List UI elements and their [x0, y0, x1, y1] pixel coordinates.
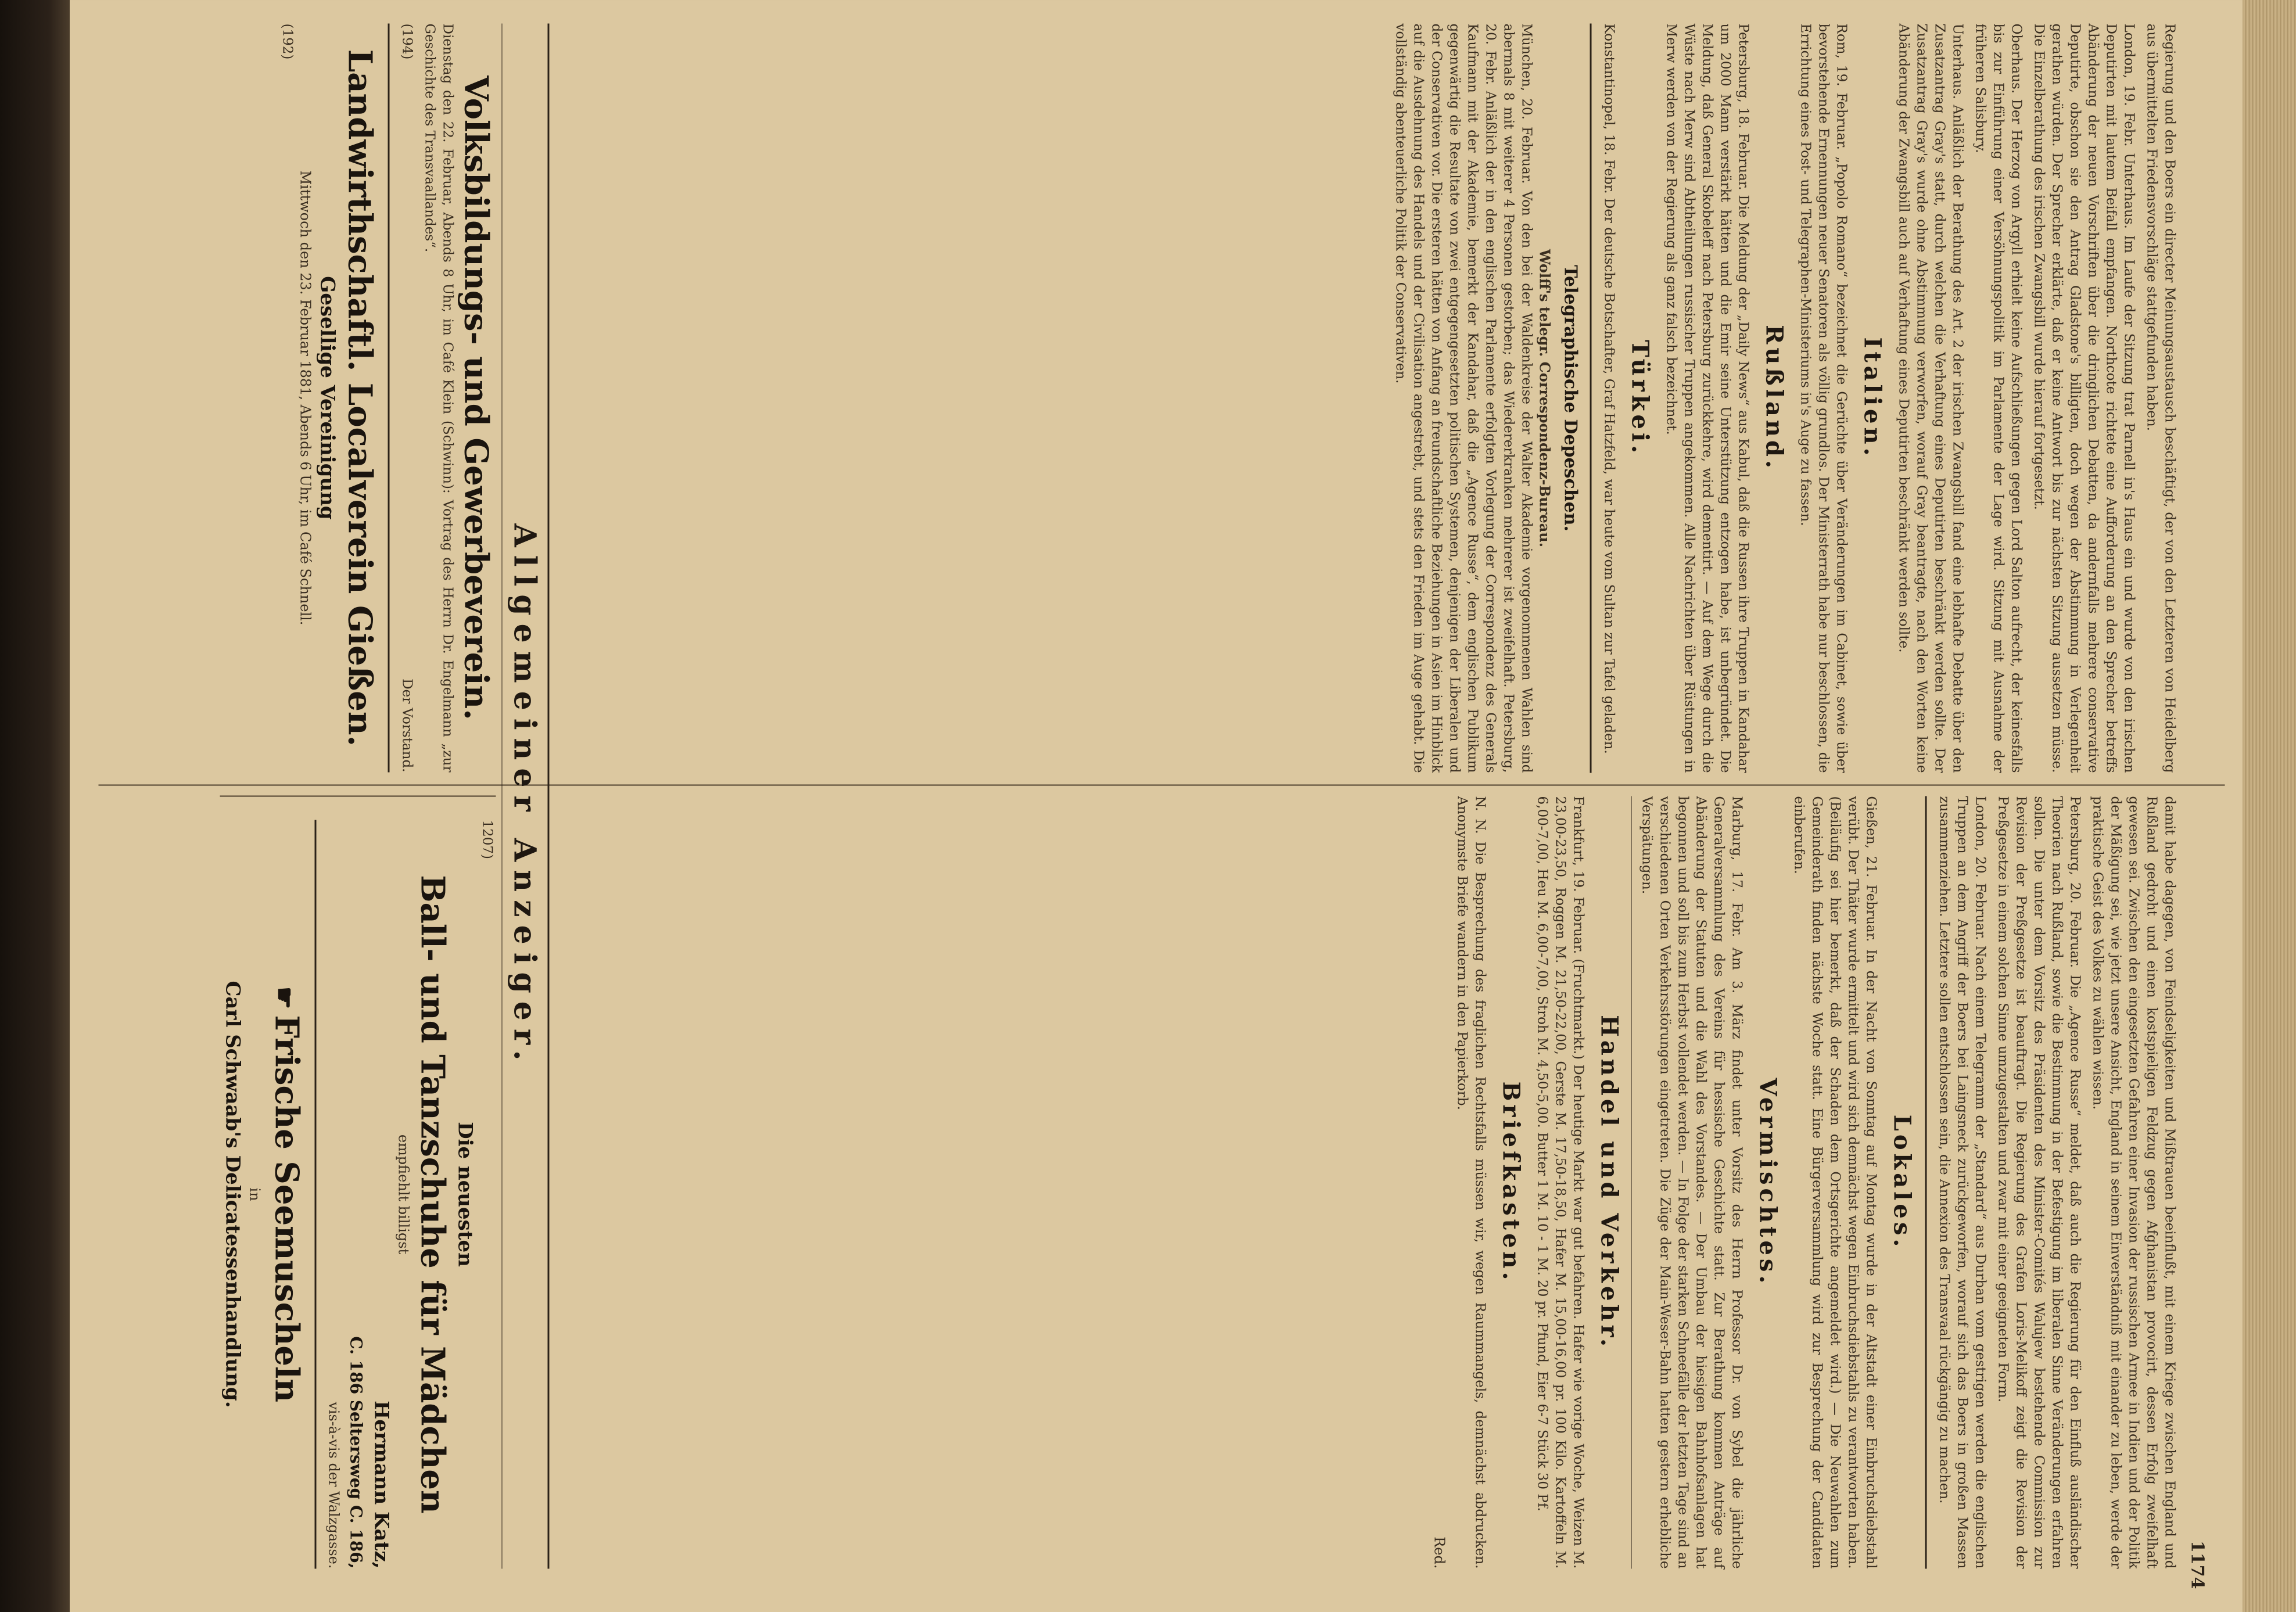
news-paragraph: damit habe dagegen, von Feindseligkeiten und Mißtrauen beeinflußt, mit einem Kriege zwischen England und Rußland gedroht und einen kostspieligen Feldzug gegen Afghanistan provocirt, dessen Erfolg zweifelhaft gewesen sei. Zwischen den eingesetzten Gefahren einer Invasion der russischen Armee in Indien und der Politik der Mäßigung sei, wie jetzt unsere Ansicht, England in seinem Einverständniß mit einander zu leben, werde der praktische Geist des Volkes zu wählen wissen.	[2090, 796, 2177, 1569]
section-heading-tuerkei: Türkei.	[1626, 339, 1654, 457]
schwaab-title	[264, 820, 307, 1569]
handel-text: Frankfurt, 19. Februar. (Fruchtmarkt.) Der heutige Markt war gut befahren. Hafer wie vorige Woche, Weizen M. 23,00-23,50, Roggen M. 21,50-22,00, Gerste M. 17,50-18,50, Hafer M. 15,00-16,00 pr. 100 Kilo. Kartoffeln M. 6,00-7,00, Heu M. 6,00-7,00, Stroh M. 4,50-5,00. Butter 1 M. 10 - 1 M. 20 pr. Pfund, Eier 6-7 Stück 30 Pf.	[1534, 796, 1586, 1569]
page-block-edge	[2243, 0, 2296, 1612]
divider	[1631, 796, 1632, 1569]
section-heading-handel: Handel und Verkehr.	[1595, 1015, 1623, 1350]
section-heading-briefkasten: Briefkasten.	[1497, 1081, 1525, 1284]
page-number: 1174	[2187, 1541, 2208, 1589]
briefkasten-sign: Red.	[1431, 1536, 1448, 1569]
rotated-sheet	[70, 1, 2243, 1612]
landwirth-subtitle: Gesellige Vereinigung	[315, 276, 339, 520]
volksbildung-sign: Der Vorstand.	[399, 678, 415, 773]
news-paragraph: Petersburg, 20. Februar. Die „Agence Russe“ meldet, daß auch die Regierung für den Einfluß ausländischer Theorien nach Rußland, sowie die Bestimmung in der Befestigung im liberalen Sinne Veränderungen erfahren sollen. Die unter dem Vorsitz des Präsidenten des Minister-Comités Walujew bestehende Commission zur Revision der Preßgesetze ist beauftragt. Die Regierung des Grafen Loris-Melikoff zeigt die Revision der Preßgesetze in einem solchen Sinne umzugestalten und zwar mit einer geeigneten Form.	[1995, 796, 2083, 1569]
newspaper-page	[70, 0, 2243, 1612]
vermischtes-text: Marburg, 17. Febr. Am 3. März findet unter Vorsitz des Herrn Professor Dr. von Sybel die jährliche Generalversammlung des Vereins für hessische Geschichte statt. Zur Berathung kommen Anträge auf Abänderung der Statuten und die Wahl des Vorstandes. — Der Umbau der hiesigen Bahnhofsanlagen hat begonnen und soll bis zum Herbst vollendet werden. — In Folge der starken Schneefälle der letzten Tage sind an verschiedenen Orten Verkehrsstörungen eingetreten. Die Züge der Main-Weser-Bahn hatten gestern erhebliche Verspätungen.	[1639, 796, 1745, 1569]
divider	[388, 24, 390, 773]
news-paragraph: Oberhaus. Der Herzog von Argyll erhielt keine Aufschließungen gegen Lord Salton aufrecht, der keinesfalls bis zur Einführung einer Versöhnungspolitik im Parlamente der Lage wird. Sitzung mit Ausnahme der früheren Salisbury.	[1972, 23, 2024, 773]
section-heading-lokales: Lokales.	[1888, 1114, 1916, 1251]
katz-address: C. 186 Seltersweg C. 186,	[346, 1336, 366, 1569]
landwirth-title: Landwirthschaftl. Localverein Gießen.	[340, 49, 379, 747]
briefkasten-text: N. N. Die Besprechung des fraglichen Rechtsfalls müssen wir, wegen Raummangels, demnächst abdrucken. Anonymste Briefe wandern in den Papierkorb.	[1454, 796, 1488, 1569]
katz-num: 1207)	[479, 820, 495, 860]
ads-row	[220, 24, 496, 1569]
column-news-2	[1430, 796, 2179, 1569]
katz-intro: Die neuesten	[453, 1122, 477, 1267]
katz-name: Hermann Katz,	[369, 1401, 393, 1569]
column-news-1	[1387, 24, 2179, 773]
volksbildung-num: (194)	[399, 23, 415, 60]
landwirth-num: (192)	[279, 23, 295, 60]
divider	[502, 24, 503, 1569]
telegraphic-text: München, 20. Februar. Von den bei der Waldenkreise der Walter Akademie vorgenommenen Wahlen sind abermals 8 mit weiterer 4 Personen gestorben; das Wiedererkranken mehrerer ist zweifelhaft. Petersburg, 20. Febr. Anläßlich der in den englischen Parlamente erfolgten Vorlegung der Correspondenz des Generals Kaufmann mit der Akademie, bemerkt der Kandahar, daß die „Agence Russe“, dem englischen Publikum gegenwärtig die Resultate von zwei entgegengesetzten politischen Systemen, denjenigen der Liberalen und der Conservativen vor. Die ersteren hätten von Anfang an freundschaftliche Beziehungen in Asien im Hinblick auf die Ausdehnung des Handels und der Civilisation angestrebt, und stets den Frieden im Auge gehabt. Die vollständig abenteuerliche Politik der Conservativen.	[1393, 23, 1534, 773]
advertisement-section	[220, 24, 558, 1569]
divider	[1590, 24, 1592, 773]
binding-shadow	[0, 0, 70, 1612]
news-paragraph: Regierung und den Boers ein directer Meinungsaustausch beschäftigt, der von den Letzteren von Heidelberg aus übermittelten Friedensvorschläge stattgefunden haben.	[2144, 23, 2177, 773]
volksbildung-title: Volksbildungs- und Gewerbeverein.	[457, 76, 496, 720]
hand-pointer-icon: ☛	[269, 986, 299, 1010]
katz-title: Ball- und Tanzschuhe für Mädchen	[413, 875, 452, 1514]
ads-divider	[220, 796, 496, 797]
ads-right-column	[220, 820, 496, 1569]
ads-left-column	[220, 24, 496, 773]
volksbildung-text: Dienstag den 22. Februar, Abends 8 Uhr, im Café Klein (Schwinn): Vortrag des Herrn Dr. Engelmann „zur Geschichte des Transvaallandes“.	[422, 23, 455, 773]
schwaab-shop: Carl Schwaab's Delicatessenhandlung.	[221, 981, 245, 1408]
italien-text: Rom, 19. Februar. „Popolo Romano“ bezeichnet die Gerüchte über Veränderungen im Cabinet, sowie über bevorstehende Ernennungen neuer Senatoren als völlig grundlos. Der Ministerrath habe nur beschlossen, die Errichtung eines Post- und Telegraphen-Ministeriums in's Auge zu fassen.	[1798, 23, 1849, 773]
katz-sub: empfiehlt billigst	[395, 1134, 412, 1255]
schwaab-title-text: Frische Seemuscheln	[267, 1015, 306, 1403]
russland-text: Petersburg, 18. Februar. Die Meldung der „Daily News“ aus Kabul, daß die Russen ihre Truppen in Kandahar um 2000 Mann verstärkt hätten und die Emir seine Unterstützung entzogen habe, ist unbegründet. Die Meldung, daß General Skobeleff nach Petersburg zurückkehre, wird dementirt. — Auf dem Wege durch die Wüste nach Merw sind Abtheilungen russischer Truppen angekommen. Alle Nachrichten über Rüstungen in Merw werden von der Regierung als ganz falsch bezeichnet.	[1663, 23, 1751, 773]
telegraphic-subheading: Wolff's telegr. Correspondenz-Bureau.	[1536, 249, 1554, 548]
katz-vis: vis-à-vis der Walzgasse.	[325, 1402, 342, 1569]
news-paragraph: London, 19. Febr. Unterhaus. Im Laufe der Sitzung trat Parnell in's Haus ein und wurde von den irischen Deputirten mit lautem Beifall empfangen. Northcote richtete eine Aufforderung an den Sprecher betreffs Abänderung der neuen Vorschriften über die dringlichen Debatten, da andernfalls mehrere conservative Deputirte, obschon sie den Antrag Gladstone's billigten, doch wegen der Abstimmung in Verlegenheit gerathen würden. Der Sprecher erklärte, daß er keine Antwort bis zur nächsten Sitzung aussetzen müsse. Die Einzelberathung des irischen Zwangsbill wurde hierauf fortgesetzt.	[2031, 23, 2137, 773]
landwirth-text: Mittwoch den 23. Februar 1881, Abends 6 Uhr, im Café Schnell.	[297, 170, 314, 626]
section-heading-italien: Italien.	[1859, 337, 1886, 459]
news-paragraph: London, 20. Februar. Nach einem Telegramm der „Standard“ aus Durban vom gestrigen werden die englischen Truppen an dem Angriff der Boers bei Laingsneck zurückgeworfen, worauf sich das Boers in großen Massen zusammenziehen. Letztere sollen entschlossen sein, die Annexion des Transvaal rückgängig zu machen.	[1936, 796, 1988, 1569]
divider	[548, 24, 550, 1569]
divider	[315, 820, 317, 1569]
section-heading-telegraphic: Telegraphische Depeschen.	[1560, 265, 1581, 532]
news-paragraph: Unterhaus. Anläßlich der Berathung des Art. 2 der irischen Zwangsbill fand eine lebhafte Debatte über den Zusatzantrag Gray's statt, durch welchen die Verhaftung eines Deputirten beschränkt werden sollte. Der Zusatzantrag Gray's wurde ohne Abstimmung verworfen, worauf Gray beantragte, nach den Worten keine Abänderung der Zwangsbill auch auf Verhaftung eines Deputirten beschränkt werden sollte.	[1896, 23, 1965, 773]
lokales-text: Gießen, 21. Februar. In der Nacht von Sonntag auf Montag wurde in der Altstadt einer Einbruchsdiebstahl verübt. Der Thäter wurde ermittelt und wird sich demnächst wegen Einbruchsdiebstahls zu verantworten haben. (Beiläufig sei hier bemerkt, daß der Schaden dem Ortsgerichte angemeldet wird.) — Die Neuwahlen zum Gemeinderath finden nächste Woche statt. Eine Bürgerversammlung wird zur Besprechung der Candidaten einberufen.	[1791, 796, 1879, 1569]
volksbildung-footer	[398, 24, 416, 773]
tuerkei-text: Konstantinopel, 18. Febr. Der deutsche Botschafter, Graf Hatzfeld, war heute vom Sultan zur Tafel geladen.	[1601, 23, 1617, 754]
section-heading-russland: Rußland.	[1760, 325, 1788, 472]
anzeiger-heading: Allgemeiner Anzeiger.	[507, 523, 543, 1069]
schwaab-in: in	[246, 1187, 263, 1201]
section-heading-vermischtes: Vermischtes.	[1754, 1078, 1782, 1287]
divider	[1925, 796, 1927, 1569]
